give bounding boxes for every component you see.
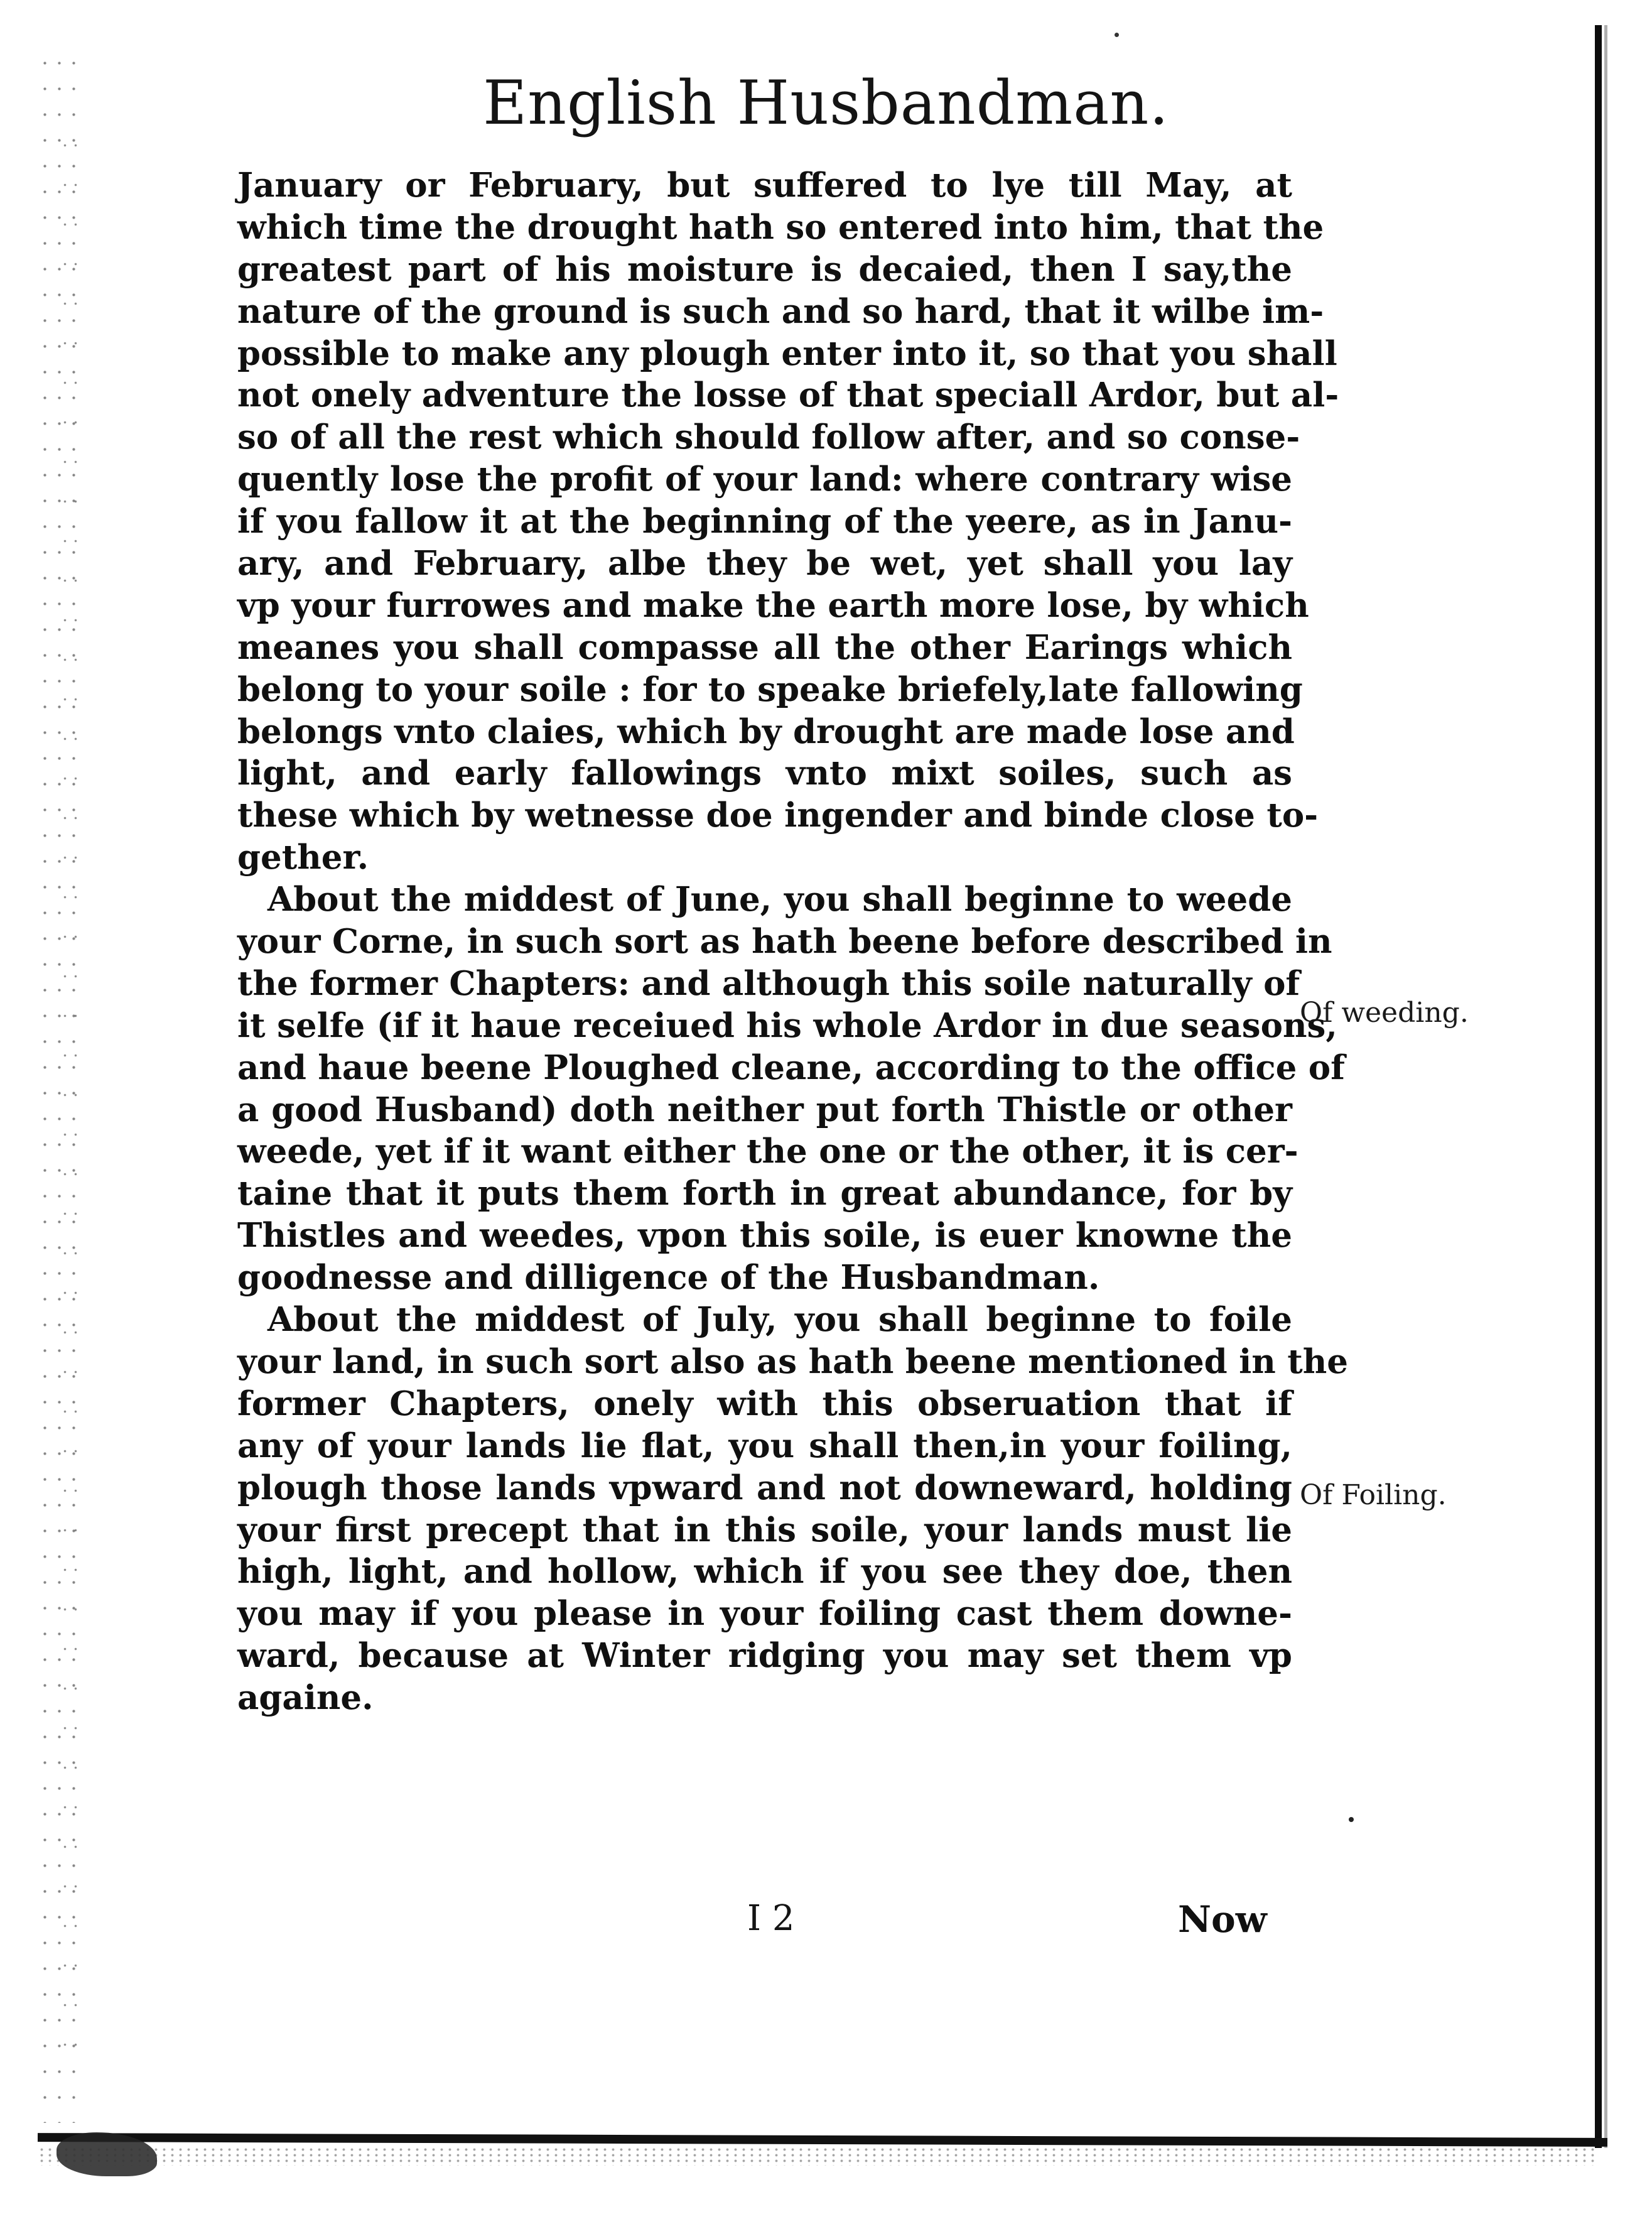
text-line: plough those lands vpward and not downeward, holding <box>237 1468 1292 1507</box>
text-line: ward, because at Winter ridging you may set them vp <box>237 1636 1292 1676</box>
page-bottom-edge <box>38 2133 1607 2147</box>
text-line: About the middest of July, you shall beginne to foile <box>267 1300 1292 1340</box>
text-line: which time the drought hath so entered into him, that the <box>237 207 1324 247</box>
text-line: light, and early fallowings vnto mixt soiles, such as <box>237 754 1292 793</box>
text-line: your land, in such sort also as hath beene mentioned in the <box>237 1342 1349 1381</box>
text-line: againe. <box>237 1678 374 1718</box>
text-line: your first precept that in this soile, your lands must lie <box>237 1510 1292 1549</box>
text-line: gether. <box>237 838 369 877</box>
text-line: these which by wetnesse doe ingender and binde close to- <box>237 796 1319 835</box>
text-line: any of your lands lie flat, you shall then,in your foiling, <box>237 1426 1292 1465</box>
text-line: vp your furrowes and make the earth more lose, by which <box>237 585 1309 625</box>
text-line: not onely adventure the losse of that speciall Ardor, but al- <box>237 376 1339 415</box>
text-line: if you fallow it at the beginning of the yeere, as in Janu- <box>237 502 1292 541</box>
page-binding-shadow <box>1604 25 1607 2148</box>
text-line: and haue beene Ploughed cleane, according to the office of <box>237 1048 1345 1087</box>
text-line: belong to your soile : for to speake briefely,late fallowing <box>237 670 1303 709</box>
ink-speck <box>1349 1817 1354 1822</box>
text-line: belongs vnto claies, which by drought are made lose and <box>237 712 1295 751</box>
text-line: greatest part of his moisture is decaied, then I say,the <box>237 249 1292 289</box>
text-line: it selfe (if it haue receiued his whole Ardor in due seasons, <box>237 1006 1337 1045</box>
body-text <box>237 165 1349 1719</box>
text-line: you may if you please in your foiling cast them downe- <box>237 1594 1292 1634</box>
text-line: so of all the rest which should follow after, and so conse- <box>237 418 1300 457</box>
running-head: English Husbandman. <box>483 68 1169 138</box>
text-line: a good Husband) doth neither put forth Thistle or other <box>237 1090 1292 1129</box>
text-line: ary, and February, albe they be wet, yet shall you lay <box>237 544 1292 583</box>
bottom-edge-speckle <box>38 2147 1595 2166</box>
gutter-speckle <box>60 126 78 2073</box>
text-line: goodnesse and dilligence of the Husbandman. <box>237 1258 1100 1298</box>
page-binding-edge <box>1595 25 1602 2148</box>
text-line: Thistles and weedes, vpon this soile, is euer knowne the <box>237 1216 1292 1256</box>
catchword: Now <box>1178 1898 1267 1941</box>
text-line: weede, yet if it want either the one or the other, it is cer- <box>237 1132 1298 1171</box>
text-line: your Corne, in such sort as hath beene before described in <box>237 922 1332 962</box>
ink-speck <box>1115 33 1119 37</box>
text-line: possible to make any plough enter into it, so that you shall <box>237 334 1337 373</box>
text-line: meanes you shall compasse all the other Earings which <box>237 627 1292 667</box>
marginal-note-foiling: Of Foiling. <box>1300 1479 1447 1511</box>
text-line: quently lose the profit of your land: where contrary wise <box>237 460 1292 499</box>
signature-mark: I 2 <box>747 1898 795 1939</box>
text-line: former Chapters, onely with this obseruation that if <box>237 1384 1292 1423</box>
marginal-note-weeding: Of weeding. <box>1300 997 1469 1029</box>
text-line: high, light, and hollow, which if you see they doe, then <box>237 1552 1292 1592</box>
text-line: nature of the ground is such and so hard, that it wilbe im- <box>237 291 1324 331</box>
text-line: About the middest of June, you shall beginne to weede <box>267 880 1292 919</box>
text-line: the former Chapters: and although this soile naturally of <box>237 963 1300 1003</box>
text-line: taine that it puts them forth in great abundance, for by <box>237 1174 1292 1213</box>
text-line: January or February, but suffered to lye till May, at <box>237 166 1292 205</box>
